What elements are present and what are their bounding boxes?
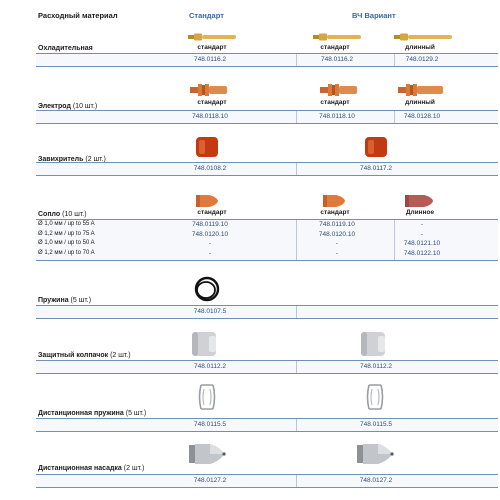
nozzle-hf-std-code: 748.0120.10: [318, 231, 356, 238]
nozzle-size-label: Ø 1,0 мм / up to 55 A: [38, 221, 95, 227]
nozzle-hf-std-code: -: [335, 240, 339, 247]
row-divider: [36, 123, 498, 124]
nozzle-icon-hf-long: [404, 192, 434, 210]
nozzle-hf-std-caption: стандарт: [320, 209, 350, 216]
row-divider: [36, 431, 498, 432]
header-material: Расходный материал: [38, 11, 118, 20]
nozzle-hf-long-code: 748.0121.10: [403, 240, 441, 247]
column-separator: [296, 475, 297, 487]
swirler-icon-hf: [364, 135, 388, 159]
nozzle-hf-long-caption: Длинное: [405, 209, 435, 216]
swirler-label: Завихритель (2 шт.): [38, 156, 106, 163]
header-standard: Стандарт: [189, 11, 224, 20]
nozzle-size-label: Ø 1,0 мм / up to 50 A: [38, 240, 95, 246]
code-band: [36, 361, 498, 373]
shield-cap-std-code: 748.0112.2: [193, 363, 227, 370]
shield-cap-hf-code: 748.0112.2: [359, 363, 393, 370]
swirler-hf-code: 748.0117.2: [359, 165, 393, 172]
shield-cap-icon: [189, 330, 221, 358]
row-divider: [36, 260, 498, 261]
nozzle-std-code: 748.0120.10: [191, 231, 229, 238]
nozzle-hf-std-code: 748.0119.10: [319, 221, 355, 228]
electrode-std-code: 748.0118.10: [192, 113, 228, 120]
cooling-tube-hf-std-code: 748.0116.2: [320, 56, 354, 63]
electrode-hf-long-code: 748.0128.10: [403, 113, 441, 120]
cooling-tube-std-caption: стандарт: [197, 44, 227, 51]
code-band: [36, 475, 498, 487]
spacer-nozzle-label: Дистанционная насадка (2 шт.): [38, 465, 145, 472]
cooling-tube-std-code: 748.0116.2: [193, 56, 227, 63]
column-separator: [296, 419, 297, 431]
spring-code: 748.0107.5: [193, 308, 227, 315]
electrode-hf-std-code: 748.0118.10: [319, 113, 355, 120]
nozzle-std-code: 748.0119.10: [192, 221, 228, 228]
code-band: [36, 419, 498, 431]
spacer-spring-icon-hf: [364, 383, 386, 411]
cooling-tube-label: Охладительная: [38, 45, 93, 52]
nozzle-size-label: Ø 1,2 мм / up to 75 A: [38, 231, 95, 237]
column-separator: [296, 361, 297, 373]
row-divider: [36, 373, 498, 374]
nozzle-hf-long-code: 748.0122.10: [403, 250, 441, 257]
cooling-tube-icon-hf-long: [394, 32, 454, 42]
nozzle-icon-hf-std: [322, 192, 346, 210]
swirler-std-code: 748.0108.2: [193, 165, 227, 172]
cooling-tube-icon: [188, 32, 238, 42]
row-divider: [36, 487, 498, 488]
row-divider: [36, 175, 498, 176]
column-separator: [296, 163, 297, 175]
spacer-nozzle-hf-code: 748.0127.2: [359, 477, 393, 484]
electrode-icon-hf-long: [398, 82, 446, 98]
nozzle-std-code: -: [208, 240, 212, 247]
spring-label: Пружина (5 шт.): [38, 297, 92, 304]
spacer-nozzle-std-code: 748.0127.2: [193, 477, 227, 484]
electrode-hf-std-caption: стандарт: [320, 99, 350, 106]
nozzle-label: Сопло (10 шт.): [38, 211, 87, 218]
electrode-icon-hf-std: [320, 82, 360, 98]
spacer-spring-std-code: 748.0115.5: [193, 421, 227, 428]
nozzle-hf-long-code: -: [420, 231, 424, 238]
nozzle-icon: [195, 192, 219, 210]
column-separator: [296, 306, 297, 318]
spacer-spring-label: Дистанционная пружина (5 шт.): [38, 410, 147, 417]
swirler-icon: [195, 135, 219, 159]
electrode-label: Электрод (10 шт.): [38, 103, 98, 110]
electrode-std-caption: стандарт: [197, 99, 227, 106]
spacer-nozzle-icon-hf: [356, 441, 396, 467]
shield-cap-icon-hf: [358, 330, 390, 358]
spacer-nozzle-icon: [188, 441, 228, 467]
cooling-tube-icon-hf-std: [313, 32, 363, 42]
shield-cap-label: Защитный колпачок (2 шт.): [38, 352, 131, 359]
electrode-icon: [190, 82, 230, 98]
nozzle-std-code: -: [208, 250, 212, 257]
nozzle-size-label: Ø 1,2 мм / up to 70 A: [38, 250, 95, 256]
code-band: [36, 163, 498, 175]
code-band: [36, 306, 498, 318]
cooling-tube-hf-std-caption: стандарт: [320, 44, 350, 51]
row-divider: [36, 318, 498, 319]
electrode-hf-long-caption: длинный: [405, 99, 435, 106]
nozzle-hf-std-code: -: [335, 250, 339, 257]
header-hf-variant: ВЧ Вариант: [352, 11, 396, 20]
spacer-spring-icon: [196, 383, 218, 411]
cooling-tube-hf-long-caption: длинный: [405, 44, 435, 51]
row-divider: [36, 66, 498, 67]
nozzle-std-caption: стандарт: [197, 209, 227, 216]
spacer-spring-hf-code: 748.0115.5: [359, 421, 393, 428]
cooling-tube-hf-long-code: 748.0129.2: [405, 56, 439, 63]
spring-icon: [194, 276, 220, 302]
nozzle-hf-long-code: -: [420, 221, 424, 228]
